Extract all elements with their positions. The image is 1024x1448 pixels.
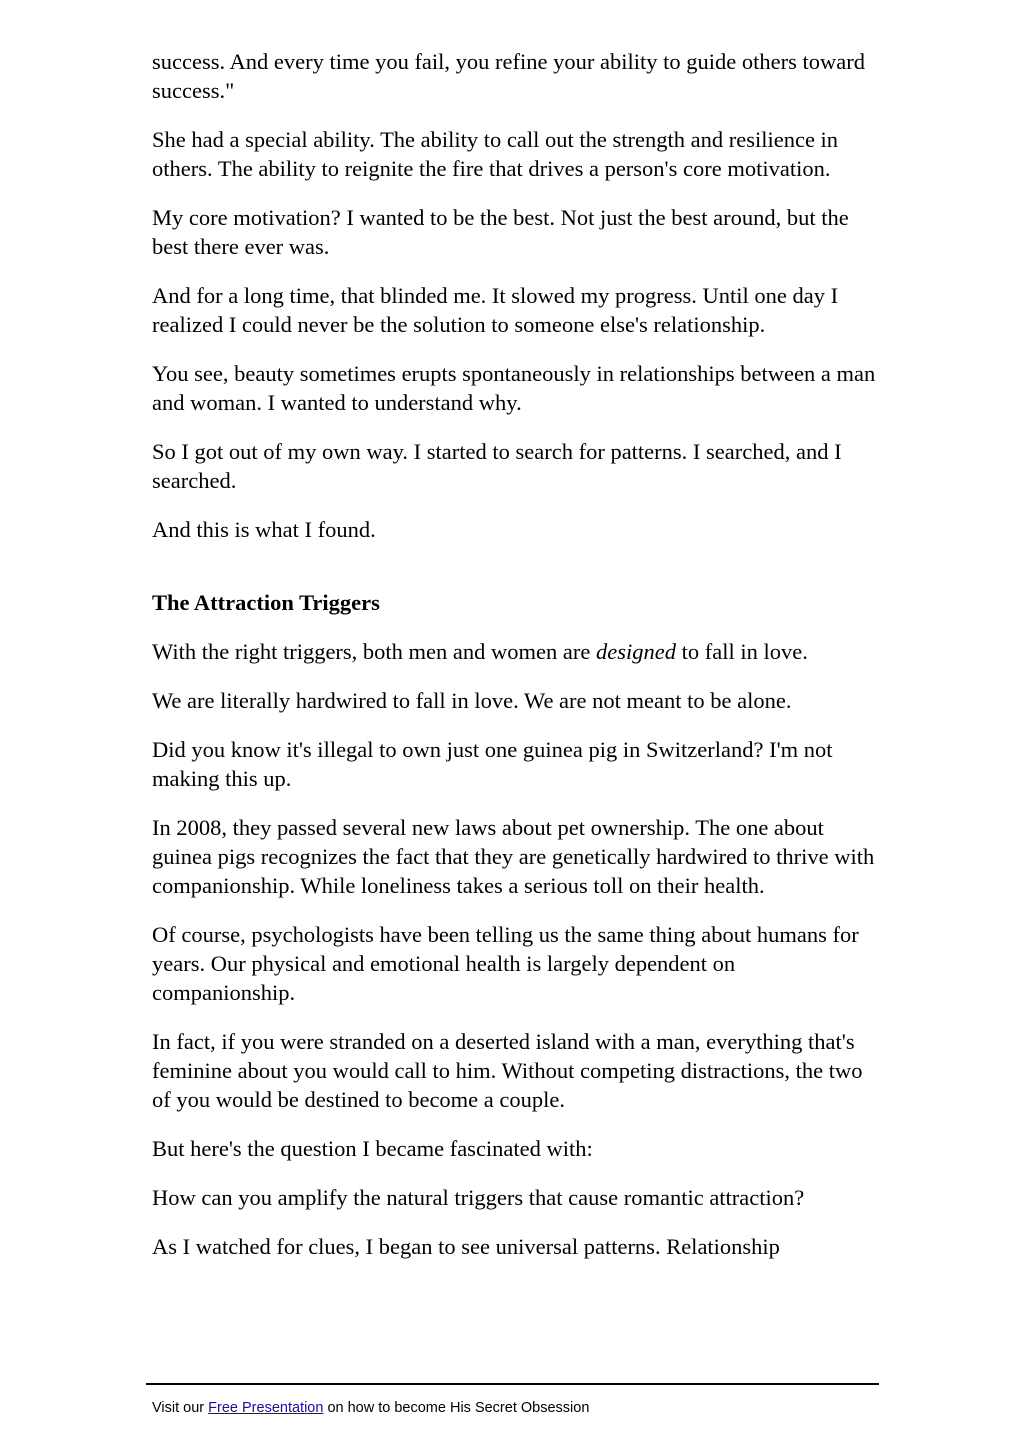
footer-divider — [146, 1383, 879, 1385]
paragraph: In 2008, they passed several new laws about pet ownership. The one about guinea pigs recognizes the fact that they are genetically hardwired to thrive with companionship. While loneliness takes a serious toll on their health. — [152, 815, 875, 898]
paragraph: She had a special ability. The ability to call out the strength and resilience in others. The ability to reignite the fire that drives a person's core motivation. — [152, 127, 839, 181]
document-body — [152, 47, 878, 1281]
emphasis-after: to fall in love. — [675, 639, 808, 664]
paragraph: How can you amplify the natural triggers that cause romantic attraction? — [152, 1185, 805, 1210]
section-heading: The Attraction Triggers — [152, 590, 380, 615]
paragraph-with-emphasis — [152, 637, 878, 666]
paragraph: success. And every time you fail, you refine your ability to guide others toward success." — [152, 49, 865, 103]
paragraph: Did you know it's illegal to own just one guinea pig in Switzerland? I'm not making this up. — [152, 737, 833, 791]
paragraph: Of course, psychologists have been telling us the same thing about humans for years. Our physical and emotional health is largely dependent on companionship. — [152, 922, 859, 1005]
paragraph: We are literally hardwired to fall in love. We are not meant to be alone. — [152, 688, 792, 713]
paragraph: My core motivation? I wanted to be the best. Not just the best around, but the best there ever was. — [152, 205, 849, 259]
paragraph: And for a long time, that blinded me. It slowed my progress. Until one day I realized I could never be the solution to someone else's relationship. — [152, 283, 839, 337]
footer-suffix: on how to become His Secret Obsession — [323, 1400, 590, 1416]
footer-prefix: Visit our — [152, 1400, 209, 1416]
paragraph: You see, beauty sometimes erupts spontaneously in relationships between a man and woman. I wanted to understand why. — [152, 361, 876, 415]
paragraph: As I watched for clues, I began to see universal patterns. Relationship — [152, 1234, 780, 1259]
paragraph: In fact, if you were stranded on a deserted island with a man, everything that's feminine about you would call to him. Without competing distractions, the two of you would be destined to become a couple. — [152, 1029, 863, 1112]
emphasis-before: With the right triggers, both men and women are — [152, 639, 596, 664]
free-presentation-link[interactable]: Free Presentation — [208, 1400, 324, 1416]
emphasis-word: designed — [595, 639, 676, 664]
paragraph: And this is what I found. — [152, 517, 376, 542]
footer — [152, 1399, 589, 1417]
paragraph: So I got out of my own way. I started to search for patterns. I searched, and I searched. — [152, 439, 842, 493]
paragraph: But here's the question I became fascinated with: — [152, 1136, 593, 1161]
